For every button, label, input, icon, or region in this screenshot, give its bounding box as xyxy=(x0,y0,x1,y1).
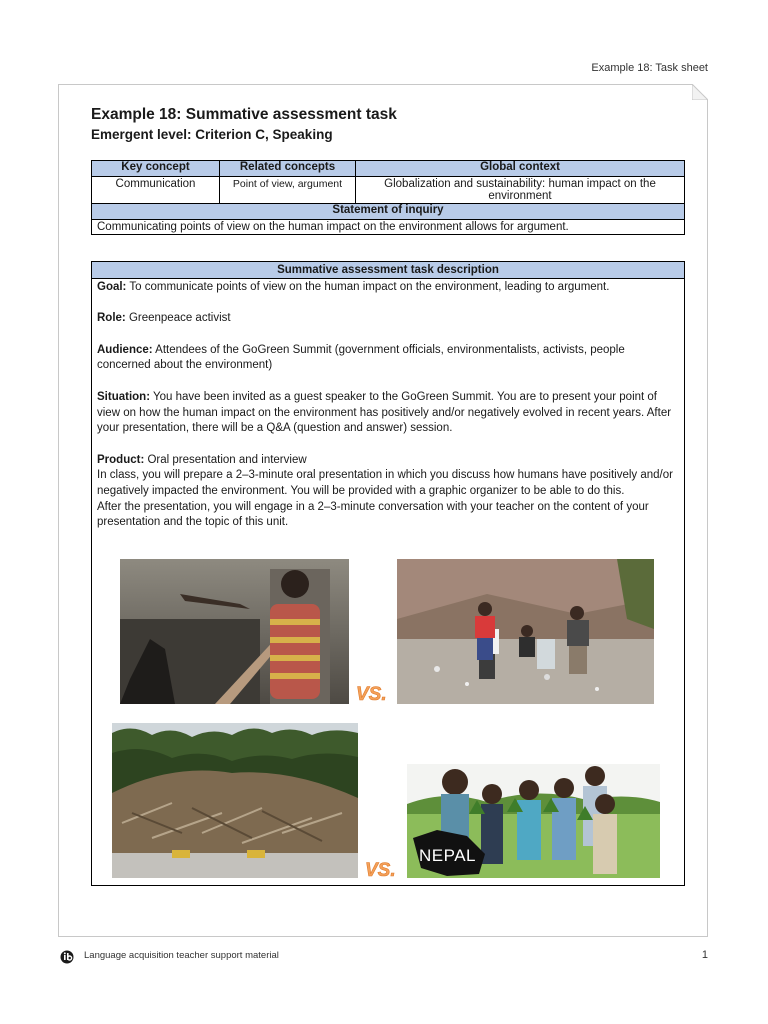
photo-cleanup-volunteers xyxy=(397,559,654,704)
goal-label: Goal: xyxy=(97,281,127,293)
audience-text: Attendees of the GoGreen Summit (government officials, environmentalists, activists, people concerned about the environment) xyxy=(97,343,625,372)
vs-label-bottom: VS. xyxy=(365,860,396,881)
product-description-1: In class, you will prepare a 2–3-minute oral presentation in which you discuss how humans have positively and/or negatively impacted the environment. You will be provided with a graphic organizer to be able to do this. xyxy=(97,469,673,498)
audience-paragraph xyxy=(97,343,679,374)
photo-deforestation xyxy=(112,723,358,878)
product-description-2: After the presentation, you will engage in a 2–3-minute conversation with your teacher on the content of your presentation and the topic of this unit. xyxy=(97,500,649,529)
cell-global-context: Globalization and sustainability: human impact on the environment xyxy=(356,177,685,204)
goal-text: To communicate points of view on the human impact on the environment, leading to argument. xyxy=(126,281,610,293)
concepts-header-row xyxy=(92,161,685,177)
header-global-context: Global context xyxy=(356,161,685,177)
situation-paragraph xyxy=(97,390,679,437)
cell-key-concept: Communication xyxy=(92,177,220,204)
ib-logo-icon xyxy=(60,950,74,964)
situation-label: Situation: xyxy=(97,390,151,403)
product-text: Oral presentation and interview xyxy=(144,453,307,466)
concepts-table xyxy=(91,160,685,235)
cell-statement-of-inquiry: Communicating points of view on the human impact on the environment allows for argument. xyxy=(92,220,685,235)
photo-pollution-woman xyxy=(120,559,349,704)
photo-nepal-children xyxy=(407,764,660,878)
goal-paragraph xyxy=(97,280,679,296)
dogear-corner xyxy=(692,84,708,100)
page-subtitle: Emergent level: Criterion C, Speaking xyxy=(91,127,333,142)
page-number: 1 xyxy=(701,949,708,961)
role-paragraph xyxy=(97,311,679,327)
inquiry-row xyxy=(92,220,685,235)
task-description-body xyxy=(92,279,684,531)
nepal-label: NEPAL xyxy=(419,846,476,865)
header-statement-of-inquiry: Statement of inquiry xyxy=(92,204,685,220)
audience-label: Audience: xyxy=(97,343,153,356)
page-title: Example 18: Summative assessment task xyxy=(91,106,397,123)
role-text: Greenpeace activist xyxy=(125,312,231,325)
product-paragraph xyxy=(97,453,679,532)
product-label: Product: xyxy=(97,453,145,466)
task-description-header: Summative assessment task description xyxy=(92,262,684,279)
sheet-label: Example 18: Task sheet xyxy=(591,62,708,74)
footer-text: Language acquisition teacher support material xyxy=(84,950,279,961)
concepts-row xyxy=(92,177,685,204)
role-label: Role: xyxy=(97,312,126,325)
vs-label-top: VS. xyxy=(356,684,387,705)
cell-related-concepts: Point of view, argument xyxy=(220,177,356,204)
header-key-concept: Key concept xyxy=(92,161,220,177)
inquiry-header-row xyxy=(92,204,685,220)
situation-text: You have been invited as a guest speaker to the GoGreen Summit. You are to present your point of view on how the human impact on the environment has positively and/or negatively evolved in recent years. After your presentation, there will be a Q&A (question and answer) session. xyxy=(97,390,672,435)
header-related-concepts: Related concepts xyxy=(220,161,356,177)
